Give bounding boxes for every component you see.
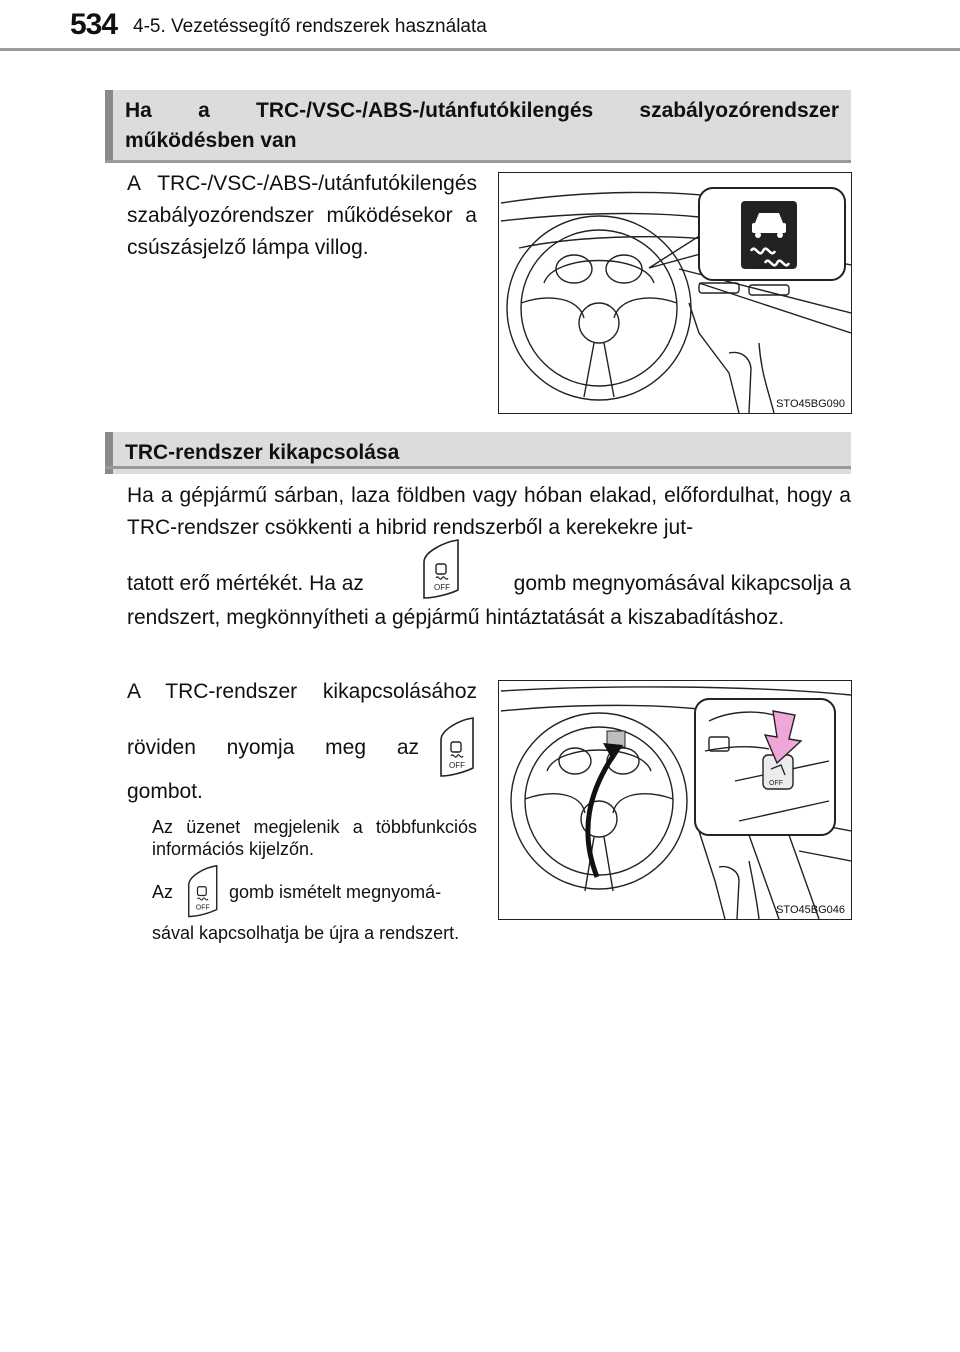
trc-off-intro-line	[127, 566, 851, 602]
note-reenable-line2: sával kapcsolhatja be újra a rendszert.	[152, 923, 460, 943]
trc-off-instruction-line1: A TRC-rendszer kikapcsolásához	[127, 680, 477, 703]
note-message: Az üzenet megjelenik a többfunkciós információs kijelzőn.	[152, 817, 477, 859]
svg-text:OFF: OFF	[449, 761, 465, 770]
active-description: A TRC-/VSC-/ABS-/utánfutókilengés szabályozórendszer működésekor a csúszásjelző lámpa villog.	[127, 172, 477, 259]
trc-off-instruction-line3: gombot.	[127, 780, 203, 803]
trc-off-intro-before: tatott erő mértékét. Ha az	[127, 572, 364, 595]
trc-off-intro-after: gomb megnyomásával kikapcsolja a	[513, 572, 851, 595]
figure-dashboard-indicator	[498, 172, 852, 414]
vsc-off-button-icon	[433, 716, 477, 780]
note-reenable-before: Az	[152, 882, 174, 902]
section-heading-trc-off-text: TRC-rendszer kikapcsolása	[125, 441, 400, 464]
slip-indicator-icon	[741, 201, 797, 269]
figure-code: STO45BG090	[776, 398, 845, 410]
trc-off-intro-part3: rendszert, megkönnyítheti a gépjármű hintáztatását a kiszabadításhoz.	[127, 606, 785, 629]
vsc-off-button-icon	[414, 538, 464, 602]
trc-off-instruction-line2	[127, 716, 477, 780]
section-title: 4-5. Vezetéssegítő rendszerek használata	[133, 16, 487, 37]
svg-text:OFF: OFF	[195, 904, 210, 912]
dashboard-button-illustration	[499, 681, 851, 919]
svg-text:OFF: OFF	[433, 583, 450, 592]
svg-text:OFF: OFF	[769, 780, 783, 787]
note-reenable-line1	[152, 864, 477, 920]
heading-divider	[105, 466, 851, 469]
section-heading-active-text: Ha a TRC-/VSC-/ABS-/utánfutókilengés szabályozórendszer működésben van	[125, 99, 839, 152]
dashboard-illustration	[499, 173, 851, 413]
figure-trc-off-button	[498, 680, 852, 920]
header-divider	[0, 48, 960, 51]
figure-code: STO45BG046	[776, 904, 845, 916]
heading-divider	[105, 160, 851, 163]
trc-off-intro-part1: Ha a gépjármű sárban, laza földben vagy hóban elakad, előfordulhat, hogy a TRC-rendszer csökkenti a hibrid rendszerből a kerekekre jut-	[127, 484, 851, 539]
note-reenable-after: gomb ismételt megnyomá-	[229, 882, 442, 902]
section-heading-active	[105, 90, 851, 162]
vsc-off-button-icon	[181, 864, 221, 920]
trc-off-instruction-text: röviden nyomja meg az	[127, 736, 419, 759]
page-number: 534	[70, 8, 118, 41]
